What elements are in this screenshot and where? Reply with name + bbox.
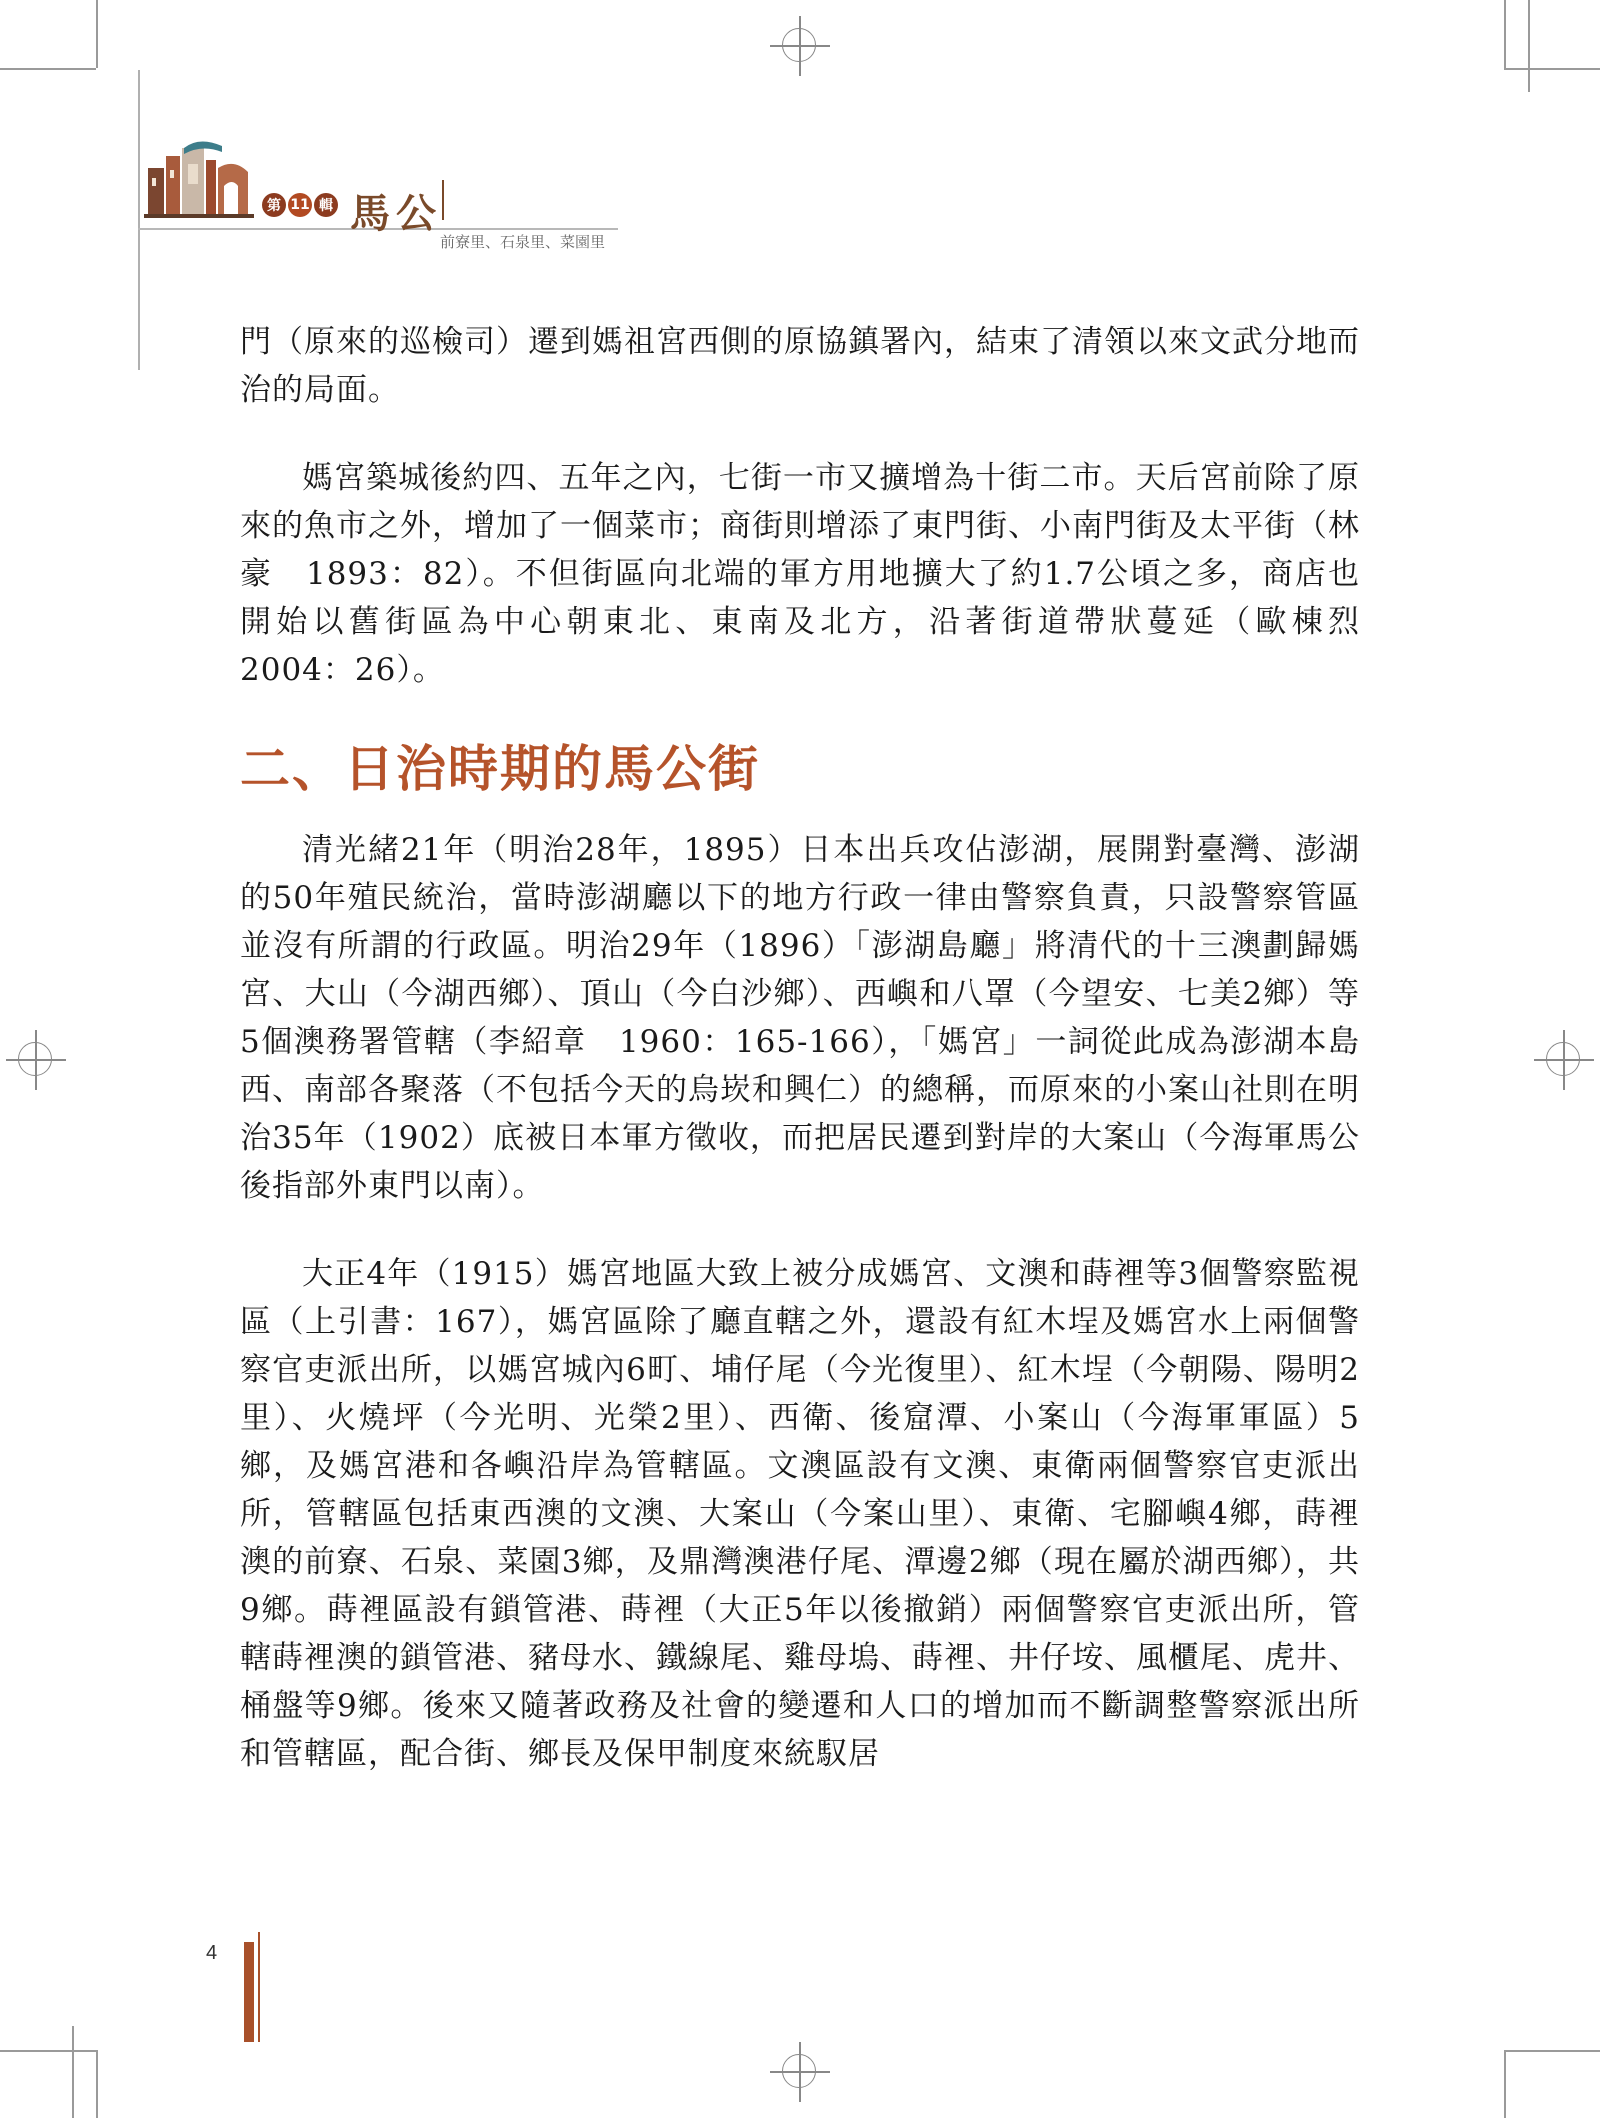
registration-mark-right	[1534, 1030, 1594, 1090]
registration-mark-left	[6, 1030, 66, 1090]
crop-mark	[0, 68, 96, 70]
crop-mark	[96, 2050, 98, 2118]
registration-mark-bottom	[770, 2042, 830, 2102]
page-number: 4	[206, 1942, 218, 1964]
crop-mark	[1504, 2050, 1600, 2052]
crop-mark	[1504, 68, 1600, 70]
crop-mark	[1528, 0, 1530, 92]
paragraph: 門（原來的巡檢司）遷到媽祖宮西側的原協鎮署內，結束了清領以來文武分地而治的局面。	[240, 324, 1360, 408]
page-accent-line	[258, 1932, 260, 2042]
crop-mark	[1504, 2050, 1506, 2118]
registration-mark-top	[770, 16, 830, 76]
crop-mark	[1504, 0, 1506, 68]
crop-mark	[72, 2026, 74, 2118]
volume-badge-right: 輯	[314, 193, 338, 217]
book-title: 馬公	[350, 190, 442, 237]
crop-mark	[0, 2050, 96, 2052]
paragraph: 媽宮築城後約四、五年之內，七街一市又擴增為十街二市。天后宮前除了原來的魚市之外，增加了一個菜市；商街則增添了東門街、小南門街及太平街（林豪 1893：82）。不但街區向北端的軍方用地擴大了約1.7公頃之多，商店也開始以舊街區為中心朝東北、東南及北方，沿著街道帶狀蔓延（歐棟烈 2004：26）。	[240, 460, 1392, 688]
header-vertical-rule	[138, 70, 140, 370]
paragraph: 大正4年（1915）媽宮地區大致上被分成媽宮、文澳和蒔裡等3個警察監視區（上引書：167），媽宮區除了廳直轄之外，還設有紅木埕及媽宮水上兩個警察官吏派出所，以媽宮城內6町、埔仔尾（今光復里）、紅木埕（今朝陽、陽明2里）、火燒坪（今光明、光榮2里）、西衛、後窟潭、小案山（今海軍軍區）5鄉，及媽宮港和各嶼沿岸為管轄區。文澳區設有文澳、東衛兩個警察官吏派出所，管轄區包括東西澳的文澳、大案山（今案山里）、東衛、宅腳嶼4鄉，蒔裡澳的前寮、石泉、菜園3鄉，及鼎灣澳港仔尾、潭邊2鄉（現在屬於湖西鄉），共9鄉。蒔裡區設有鎖管港、蒔裡（大正5年以後撤銷）兩個警察官吏派出所，管轄蒔裡澳的鎖管港、豬母水、鐵線尾、雞母塢、蒔裡、井仔垵、風櫃尾、虎井、桶盤等9鄉。後來又隨著政務及社會的變遷和人口的增加而不斷調整警察派出所和管轄區，配合街、鄉長及保甲制度來統馭居	[240, 1256, 1360, 1772]
page-content	[240, 318, 1392, 1778]
page-accent-bar	[244, 1942, 254, 2042]
paragraph: 清光緒21年（明治28年，1895）日本出兵攻佔澎湖，展開對臺灣、澎湖的50年殖民統治，當時澎湖廳以下的地方行政一律由警察負責，只設警察管區並沒有所謂的行政區。明治29年（1896）「澎湖島廳」將清代的十三澳劃歸媽宮、大山（今湖西鄉）、頂山（今白沙鄉）、西嶼和八罩（今望安、七美2鄉）等5個澳務署管轄（李紹章 1960：165-166），「媽宮」一詞從此成為澎湖本島西、南部各聚落（不包括今天的烏崁和興仁）的總稱，而原來的小案山社則在明治35年（1902）底被日本軍方徵收，而把居民遷到對岸的大案山（今海軍馬公後指部外東門以南）。	[240, 832, 1360, 1204]
volume-badge-number: 11	[288, 193, 312, 217]
crop-mark	[96, 0, 98, 68]
book-subtitle: 前寮里、石泉里、菜園里	[440, 233, 606, 251]
title-separator	[442, 180, 444, 220]
volume-badge-left: 第	[262, 193, 286, 217]
section-heading: 二、日治時期的馬公街	[240, 739, 760, 798]
gate-illustration-icon	[144, 138, 254, 220]
